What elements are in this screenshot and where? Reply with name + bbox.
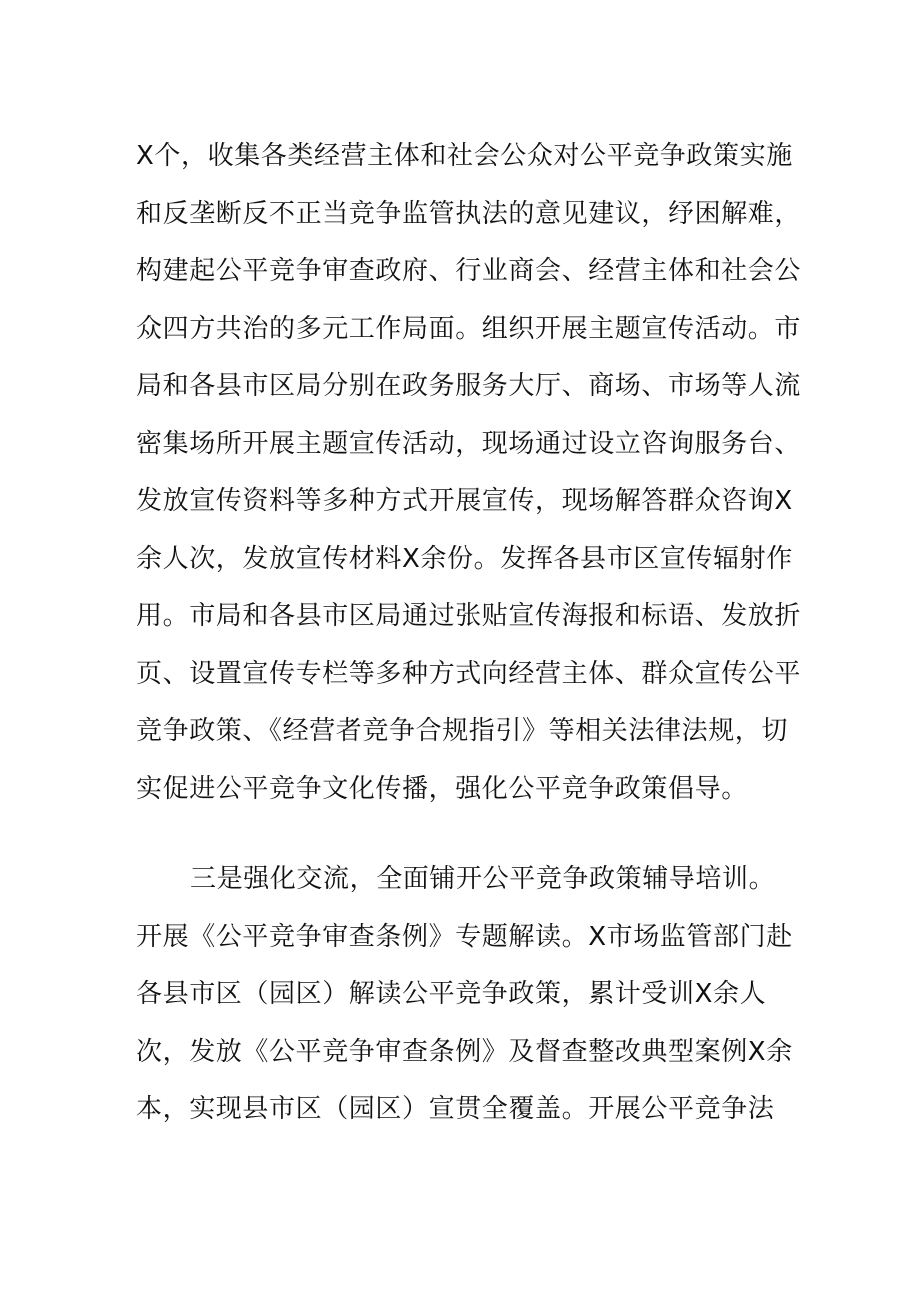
paragraph-2-line-4: 次，发放《公平竞争审查条例》及督查整改典型案例X余 [136, 1037, 793, 1067]
paragraph-1-line-7: 发放宣传资料等多种方式开展宣传，现场解答群众咨询X [136, 486, 793, 516]
paragraph-1-line-3: 构建起公平竞争审查政府、行业商会、经营主体和社会公 [136, 256, 802, 286]
paragraph-1-line-9: 用。市局和各县市区局通过张贴宣传海报和标语、发放折 [136, 601, 802, 631]
paragraph-2-line-5: 本，实现县市区（园区）宣贯全覆盖。开展公平竞争法 [136, 1094, 775, 1124]
paragraph-2-line-1: 三是强化交流，全面铺开公平竞争政策辅导培训。 [190, 864, 776, 894]
paragraph-1-line-4: 众四方共治的多元工作局面。组织开展主题宣传活动。市 [136, 314, 802, 344]
paragraph-1-line-12: 实促进公平竞争文化传播，强化公平竞争政策倡导。 [136, 774, 748, 804]
paragraph-1-line-8: 余人次，发放宣传材料X余份。发挥各县市区宣传辐射作 [136, 544, 793, 574]
paragraph-1-line-5: 局和各县市区局分别在政务服务大厅、商场、市场等人流 [136, 371, 802, 401]
paragraph-1-line-10: 页、设置宣传专栏等多种方式向经营主体、群众宣传公平 [136, 659, 802, 689]
paragraph-1-line-6: 密集场所开展主题宣传活动，现场通过设立咨询服务台、 [136, 429, 802, 459]
paragraph-1-line-2: 和反垄断反不正当竞争监管执法的意见建议，纾困解难， [136, 199, 802, 229]
paragraph-1-line-11: 竞争政策、《经营者竞争合规指引》等相关法律法规，切 [136, 716, 789, 746]
paragraph-2-line-2: 开展《公平竞争审查条例》专题解读。X市场监管部门赴 [136, 922, 793, 952]
paragraph-1-line-1: X个，收集各类经营主体和社会公众对公平竞争政策实施 [136, 141, 793, 171]
paragraph-2-line-3: 各县市区（园区）解读公平竞争政策，累计受训X余人 [136, 979, 767, 1009]
